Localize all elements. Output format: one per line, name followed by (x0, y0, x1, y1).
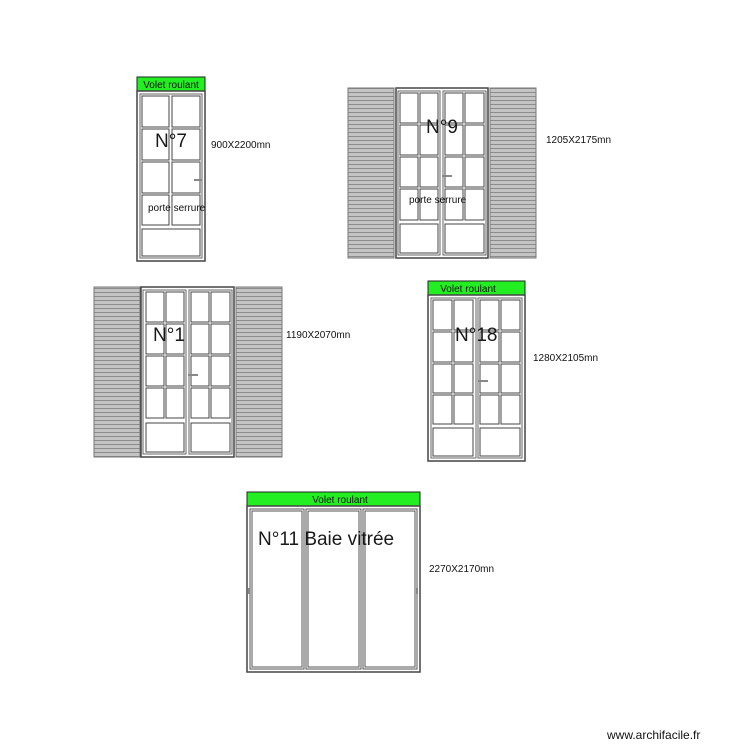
volet-roulant-label: Volet roulant (312, 495, 368, 506)
shutter-right (490, 88, 536, 258)
shutter-left (94, 287, 140, 457)
shutter-right (236, 287, 282, 457)
door-handle (442, 175, 452, 177)
door-handle (188, 374, 198, 376)
window-n1[interactable] (94, 287, 282, 457)
window-n11[interactable] (247, 492, 420, 672)
door-frame (141, 287, 234, 457)
dimension-label-n11: 2270X2170mn (429, 564, 495, 575)
window-n9[interactable] (348, 88, 536, 258)
door-frame (137, 91, 205, 261)
dimension-label-n1: 1190X2070mn (286, 330, 351, 341)
lock-note: porte serrure (148, 203, 206, 214)
shutter-left (348, 88, 394, 258)
dimension-label-n7: 900X2200mn (211, 140, 271, 151)
window-title: N°9 (426, 117, 458, 138)
window-title: N°18 (455, 325, 498, 346)
slide-handle-left (248, 588, 250, 594)
door-frame (396, 88, 488, 258)
door-handle (194, 179, 202, 181)
volet-roulant-label: Volet roulant (440, 284, 496, 295)
door-handle (478, 380, 488, 382)
window-n7[interactable] (137, 77, 206, 261)
watermark: www.archifacile.fr (607, 728, 701, 742)
volet-roulant-label: Volet roulant (143, 80, 199, 91)
slide-handle-right (416, 588, 418, 594)
dimension-label-n18: 1280X2105mn (533, 353, 599, 364)
lock-note: porte serrure (409, 195, 467, 206)
dimension-label-n9: 1205X2175mn (546, 135, 612, 146)
window-title: N°7 (155, 131, 187, 152)
window-title: N°11 Baie vitrée (258, 529, 395, 550)
window-n18[interactable] (428, 281, 525, 461)
window-title: N°1 (153, 325, 185, 346)
